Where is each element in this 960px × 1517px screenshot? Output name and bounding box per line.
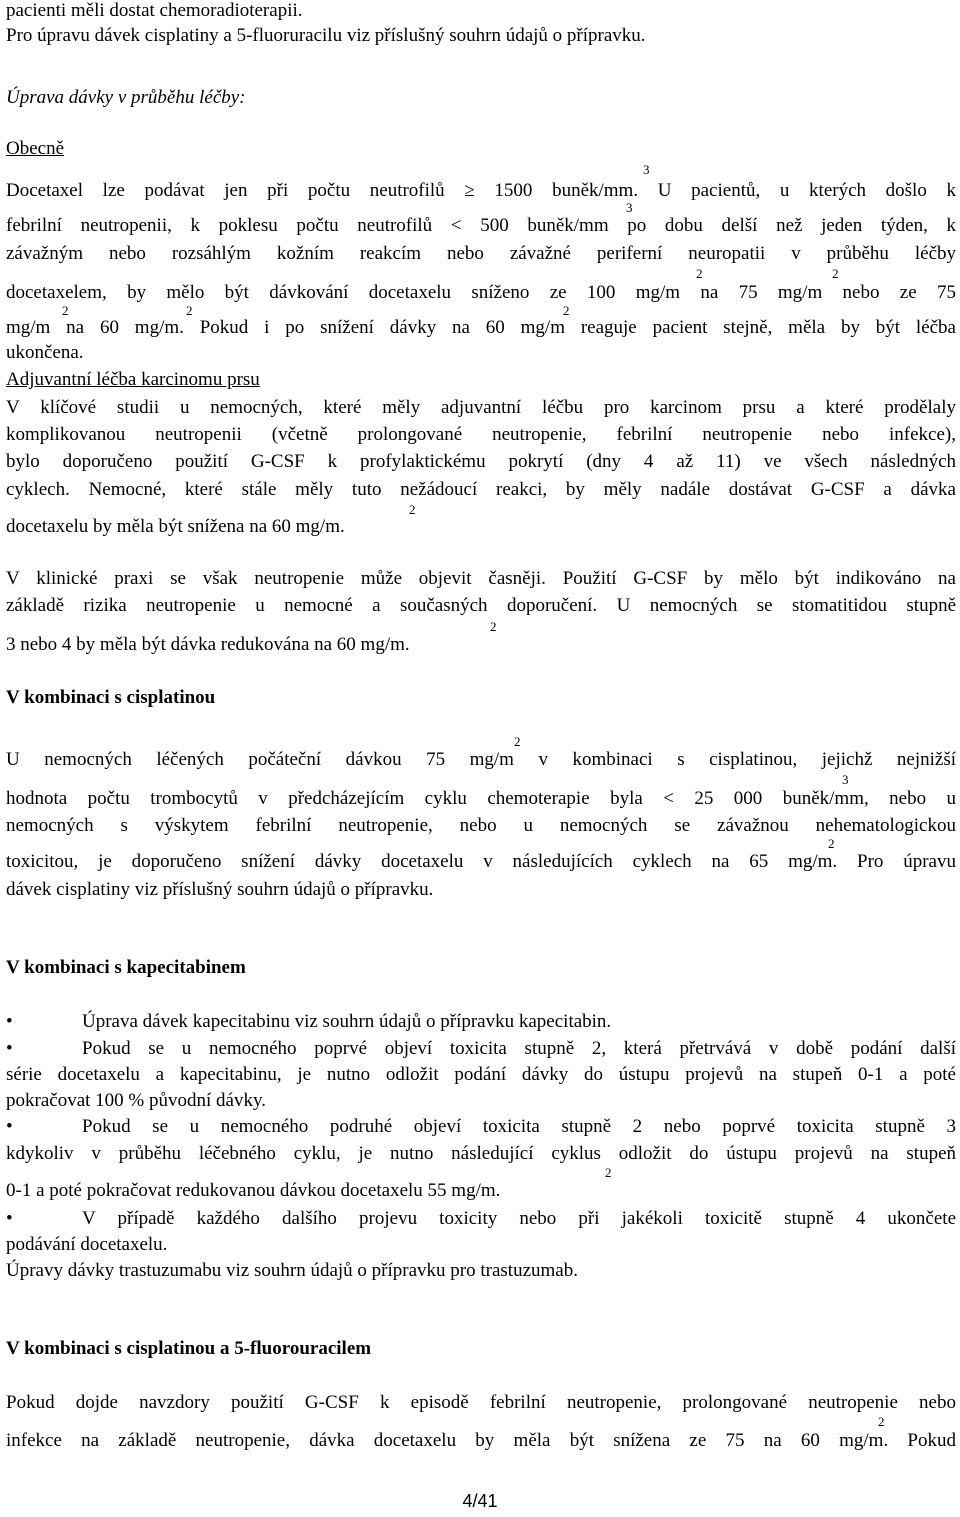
superscript: 2 [605, 1165, 612, 1180]
superscript: 2 [696, 266, 703, 281]
text-line: dávek cisplatiny viz příslušný souhrn údajů o přípravku. [6, 879, 434, 900]
superscript: 2 [490, 619, 497, 634]
subsection-heading-general: Obecně [6, 138, 65, 159]
text-line: komplikovanou neutropenii (včetně prolongované neutropenie, febrilní neutropenie nebo infekce), [6, 424, 956, 445]
text-line: Pokud dojde navzdory použití G-CSF k episodě febrilní neutropenie, prolongované neutropenie nebo [6, 1392, 956, 1413]
section-heading-cisplatin: V kombinaci s cisplatinou [6, 687, 216, 708]
text-line: Úpravy dávky trastuzumabu viz souhrn údajů o přípravku pro trastuzumab. [6, 1260, 578, 1281]
text-line: Pokud se u nemocného poprvé objeví toxicita stupně 2, která přetrvává v době podání další [82, 1038, 956, 1059]
text-line: infekce na základě neutropenie, dávka docetaxelu by měla být snížena ze 75 na 60 mg/m. Pokud [6, 1430, 956, 1451]
text-line: pokračovat 100 % původní dávky. [6, 1090, 266, 1111]
superscript: 2 [832, 266, 839, 281]
section-heading-capecitabine: V kombinaci s kapecitabinem [6, 957, 246, 978]
text-line: febrilní neutropenii, k poklesu počtu neutrofilů < 500 buněk/mm po dobu delší než jeden týden, k [6, 215, 956, 236]
section-heading-cisplatin-5fu: V kombinaci s cisplatinou a 5-fluorouracilem [6, 1338, 372, 1359]
text-line: toxicitou, je doporučeno snížení dávky docetaxelu v následujících cyklech na 65 mg/m. Pro úpravu [6, 851, 956, 872]
superscript: 2 [878, 1414, 885, 1429]
text-line: Docetaxel lze podávat jen při počtu neutrofilů ≥ 1500 buněk/mm. U pacientů, u kterých došlo k [6, 180, 956, 201]
superscript: 3 [842, 772, 849, 787]
text-line: V klíčové studii u nemocných, které měly adjuvantní léčbu pro karcinom prsu a které prodělaly [6, 397, 956, 418]
text-line: ukončena. [6, 342, 84, 363]
superscript: 2 [409, 502, 416, 517]
text-line: docetaxelu by měla být snížena na 60 mg/m. [6, 516, 345, 537]
text-line: docetaxelem, by mělo být dávkování docetaxelu sníženo ze 100 mg/m na 75 mg/m nebo ze 75 [6, 282, 956, 303]
text-line: závažným nebo rozsáhlým kožním reakcím nebo závažné periferní neuropatii v průběhu léčby [6, 243, 956, 264]
page-number: 4/41 [462, 1491, 498, 1511]
superscript: 3 [643, 162, 650, 177]
text-line: V případě každého dalšího projevu toxicity nebo při jakékoli toxicitě stupně 4 ukončete [82, 1208, 956, 1229]
superscript: 2 [514, 734, 521, 749]
text-line: Pokud se u nemocného podruhé objeví toxicita stupně 2 nebo poprvé toxicita stupně 3 [82, 1116, 956, 1137]
text-line: U nemocných léčených počáteční dávkou 75 mg/m v kombinaci s cisplatinou, jejichž nejnižší [6, 749, 956, 770]
superscript: 2 [186, 303, 193, 318]
subsection-heading-adjuvant: Adjuvantní léčba karcinomu prsu [6, 369, 260, 390]
text-line: hodnota počtu trombocytů v předcházejícím cyklu chemoterapie byla < 25 000 buněk/mm, nebo u [6, 788, 956, 809]
text-line: pacienti měli dostat chemoradioterapii. [6, 0, 303, 21]
text-line: V klinické praxi se však neutropenie může objevit časněji. Použití G-CSF by mělo být indikováno na [6, 568, 956, 589]
text-line: cyklech. Nemocné, které stále měly tuto nežádoucí reakci, by měly nadále dostávat G-CSF a dávka [6, 479, 956, 500]
superscript: 2 [828, 836, 835, 851]
text-line: série docetaxelu a kapecitabinu, je nutno odložit podání dávky do ústupu projevů na stupeň 0-1 a poté [6, 1064, 956, 1085]
text-line: bylo doporučeno použití G-CSF k profylaktickému pokrytí (dny 4 až 11) ve všech následných [6, 451, 956, 472]
section-heading-dose-adjustment: Úprava dávky v průběhu léčby: [6, 87, 246, 108]
text-line: kdykoliv v průběhu léčebného cyklu, je nutno následující cyklus odložit do ústupu projevů na stupeň [6, 1143, 956, 1164]
text-line: Úprava dávek kapecitabinu viz souhrn údajů o přípravku kapecitabin. [82, 1011, 612, 1032]
text-line: základě rizika neutropenie u nemocné a současných doporučení. U nemocných se stomatitidou stupně [6, 595, 956, 616]
text-line: nemocných s výskytem febrilní neutropenie, nebo u nemocných se závažnou nehematologickou [6, 815, 956, 836]
text-line: 3 nebo 4 by měla být dávka redukována na 60 mg/m. [6, 634, 410, 655]
bullet: • [6, 1011, 13, 1032]
text-line: 0-1 a poté pokračovat redukovanou dávkou docetaxelu 55 mg/m. [6, 1180, 501, 1201]
superscript: 3 [626, 200, 633, 215]
superscript: 2 [563, 303, 570, 318]
bullet: • [6, 1208, 13, 1229]
text-line: podávání docetaxelu. [6, 1234, 168, 1255]
text-line: Pro úpravu dávek cisplatiny a 5-fluoruracilu viz příslušný souhrn údajů o přípravku. [6, 25, 646, 46]
bullet: • [6, 1116, 13, 1137]
bullet: • [6, 1038, 13, 1059]
superscript: 2 [62, 303, 69, 318]
text-line: mg/m na 60 mg/m. Pokud i po snížení dávky na 60 mg/m reaguje pacient stejně, měla by být léčba [6, 317, 956, 338]
